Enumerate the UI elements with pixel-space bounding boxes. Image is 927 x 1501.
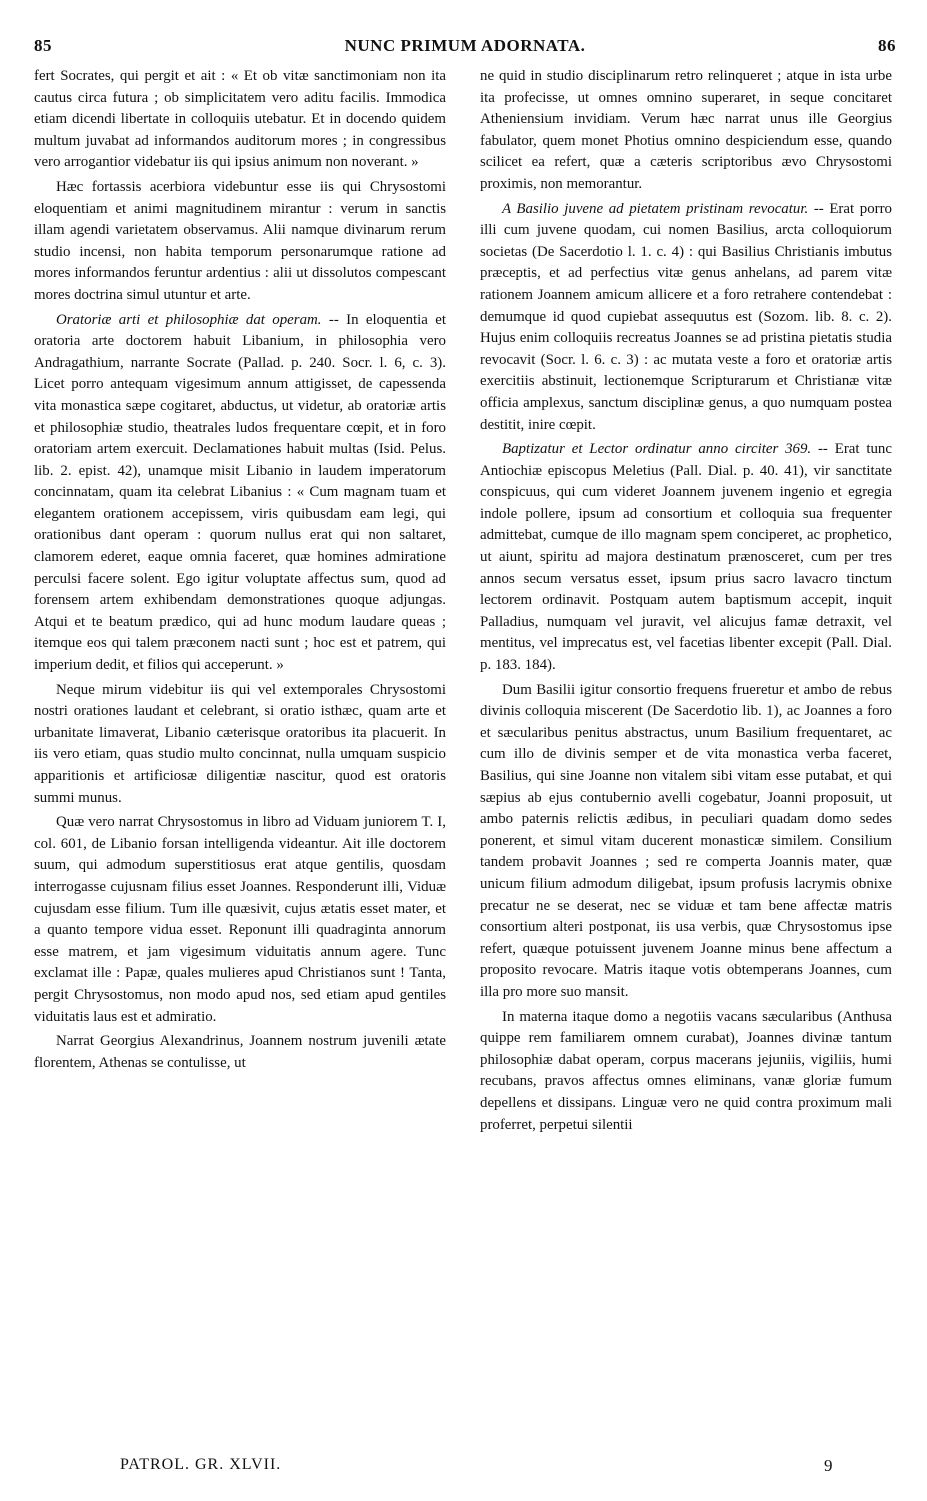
paragraph <box>480 1007 892 1137</box>
left-column <box>34 66 446 1451</box>
two-column-body <box>34 66 896 1451</box>
paragraph <box>480 680 892 1004</box>
paragraph-text: Hæc fortassis acerbiora videbuntur esse iis qui Chrysostomi eloquentiam et animi magnitudinem mirantur : verum in sanctis illam agendi varietatem observamus. Alii namque divinarum rerum studio incensi, non habita temporum personarumque ratione ad mores informandos feruntur ardentius : alii ut dissolutos compescant mores doctrina simul utuntur et arte. <box>34 178 446 303</box>
sheet-number: 9 <box>824 1456 834 1475</box>
paragraph <box>34 680 446 810</box>
paragraph-text: -- Erat porro illi cum juvene quodam, cui nomen Basilius, arcta colloquiorum societas (De Sacerdotio l. 1. c. 4) : qui Basilius Christianis imbutus præceptis, et ad perfectius vitæ genus anhelans, ad parem vitæ rationem Joannem amicum allicere et a foro retrahere contendebat : demumque id quod cupiebat assequutus est (Sozom. lib. 8. c. 2). Hujus enim colloquiis recreatus Joannes se ad pristina pietatis studia revocavit (Socr. l. 6. c. 3) : ac mutata veste a foro et oratoriæ artis exercitiis abstinuit, lectionemque Scripturarum et Christianæ vitæ officia amplexus, sanctum disciplinæ genus, a quo numquam postea destitit, inire cœpit. <box>480 200 892 433</box>
paragraph <box>480 199 892 437</box>
section-heading: A Basilio juvene ad pietatem pristinam revocatur. <box>502 200 809 217</box>
page-number-right: 86 <box>878 36 896 55</box>
paragraph-text: -- In eloquentia et oratoria arte doctorem habuit Libanium, in philosophia vero Andragathium, narrante Socrate (Pallad. p. 240. Socr. l. 6, c. 3). Licet porro antequam vigesimum annum attigisset, de capessenda vita monastica sæpe cogitaret, abductus, ut videtur, ab oratoriæ artis et philosophiæ studio, theatrales ludos frequentare cœpit, et in foro oratoriam artem exercuit. Declamationes habuit multas (Isid. Pelus. lib. 2. epist. 42), unamque misit Libanio in laudem imperatorum concinnatam, quam ita celebrat Libanius : « Cum magnam tuam et elegantem orationem accepissem, viris quibusdam eam legi, qui orationibus dant operam : quorum nullus erat qui non saltaret, clamorem ederet, eaque omnia faceret, quæ homines admiratione perculsi facere solent. Ego igitur voluptate affectus sum, quod ad forensem artem exhibendam demonstrationes quoque adjungas. Atqui et te beatum prædico, qui ad hunc modum laudare queas ; itemque eos qui talem præconem nacti sunt ; hoc est et patrem, qui imperium dedit, et filios qui acceperunt. » <box>34 311 446 674</box>
section-heading: Baptizatur et Lector ordinatur anno circiter 369. <box>502 441 812 458</box>
section-heading: Oratoriæ arti et philosophiæ dat operam. <box>56 311 322 328</box>
paragraph-text: In materna itaque domo a negotiis vacans sæcularibus (Anthusa quippe rem familiarem omnem curabat), Joannes divinæ tantum philosophiæ dabat operam, corpus macerans jejuniis, vigiliis, humi recubans, pravos affectus omnes eliminans, vanæ gloriæ fumum depellens et dissipans. Linguæ vero ne quid contra proximum mali proferret, perpetui silentii <box>480 1008 892 1133</box>
paragraph-text: Quæ vero narrat Chrysostomus in libro ad Viduam juniorem T. I, col. 601, de Libanio forsan intelligenda videantur. Ait ille doctorem suum, qui admodum superstitiosus erat atque gentilis, quosdam interrogasse cujusnam filius esset Joannes. Responderunt illi, Viduæ cujusdam esse filium. Tum ille quæsivit, cujus ætatis esset mater, et a quanto tempore vidua esset. Reponunt illi quadraginta annorum esse matrem, et jam vigesimum viduitatis annum agere. Tunc exclamat ille : Papæ, quales mulieres apud Christianos sunt ! Tanta, pergit Chrysostomus, non modo apud nos, sed etiam apud gentiles viduitatis laus est et admiratio. <box>34 814 446 1025</box>
paragraph-text: fert Socrates, qui pergit et ait : « Et ob vitæ sanctimoniam non ita cautus circa futura ; ob simplicitatem vero aditu facilis. Immodica etiam dicendi libertate in colloquiis utebatur. Et in docendo quidem multum juvabat ad informandos auditorum mores ; in congressibus vero arrogantior videbatur iis qui ipsius animum non noverant. » <box>34 68 446 171</box>
page <box>34 36 896 1476</box>
paragraph <box>480 439 892 677</box>
paragraph <box>34 310 446 677</box>
page-number-left: 85 <box>34 36 52 55</box>
running-header <box>34 36 896 64</box>
volume-signature: PATROL. GR. XLVII. <box>120 1456 282 1473</box>
paragraph <box>480 66 892 196</box>
paragraph <box>34 812 446 1028</box>
page-footer <box>34 1456 896 1480</box>
paragraph-text: Narrat Georgius Alexandrinus, Joannem nostrum juvenili ætate florentem, Athenas se contulisse, ut <box>34 1033 446 1071</box>
paragraph-text: -- Erat tunc Antiochiæ episcopus Meletius (Pall. Dial. p. 40. 41), vir sanctitate conspicuus, qui cum videret Joannem juvenem ingenio et egregia indole pollere, ipsum ad consortium et colloquia sua frequenter admittebat, cumque de illo magnam spem conciperet, ac prophetico, ut aiunt, spiritu ad majora destinatum prænosceret, cum per tres annos secum versatus esset, ipsum prius sacro lavacro tinctum lectorem ordinavit. Postquam autem baptismum accepit, inquit Palladius, numquam vel juravit, vel alicujus famæ detraxit, vel mentitus, vel imprecatus est, vel facetias libenter excepit (Pall. Dial. p. 183. 184). <box>480 441 892 674</box>
paragraph <box>34 66 446 174</box>
paragraph <box>34 1031 446 1074</box>
paragraph <box>34 177 446 307</box>
paragraph-text: Neque mirum videbitur iis qui vel extemporales Chrysostomi nostri orationes laudant et celebrant, si oratio isthæc, quam arte et urbanitate limaverat, Libanio cæterisque oratoribus ita placuerit. In iis vero etiam, quas studio multo concinnat, nulla umquam suspicio apparitionis et artificiosæ diligentiæ nascitur, quod est oratoris summi munus. <box>34 681 446 806</box>
paragraph-text: Dum Basilii igitur consortio frequens frueretur et ambo de rebus divinis colloquia miscerent (De Sacerdotio lib. 1), ac Joannes a foro et sæcularibus penitus abstractus, unum Basilium frequentaret, ac cum illo de divinis semper et de vita monastica verba faceret, Basilius, qui sine Joanne non vitalem sibi vitam esse putabat, et qui sæpius ab ejus contubernio avelli cogebatur, Joanni proposuit, ut ambo paternis relictis ædibus, in peculiari quadam domo sedes ponerent, et simul vitam ducerent monasticæ similem. Consilium tandem probavit Joannes ; sed re comperta Joannis mater, quæ unicum filium admodum diligebat, ipsum profusis lacrymis obnixe precatur ne se deserat, nec se viduæ et tam bene affectæ matris consortium alteri postponat, iis usa verbis, quæ Chrysostomus ipse refert, quæque potuissent juvenem Joanne minus bene affectum a proposito revocare. Matris itaque votis obtemperans Joannes, cum illa pro more suo mansit. <box>480 681 892 1000</box>
paragraph-text: ne quid in studio disciplinarum retro relinqueret ; atque in ista urbe ita profecisse, ut omnes omnino superaret, in seque concitaret Atheniensium invidiam. Verum hæc narrat unus ille Georgius fabulator, quem monet Photius omnino despiciendum esse, quando scilicet ea refert, quæ a cæteris scriptoribus ævo Chrysostomi proximis, non memorantur. <box>480 68 892 192</box>
running-title: NUNC PRIMUM ADORNATA. <box>344 36 586 55</box>
right-column <box>480 66 892 1451</box>
